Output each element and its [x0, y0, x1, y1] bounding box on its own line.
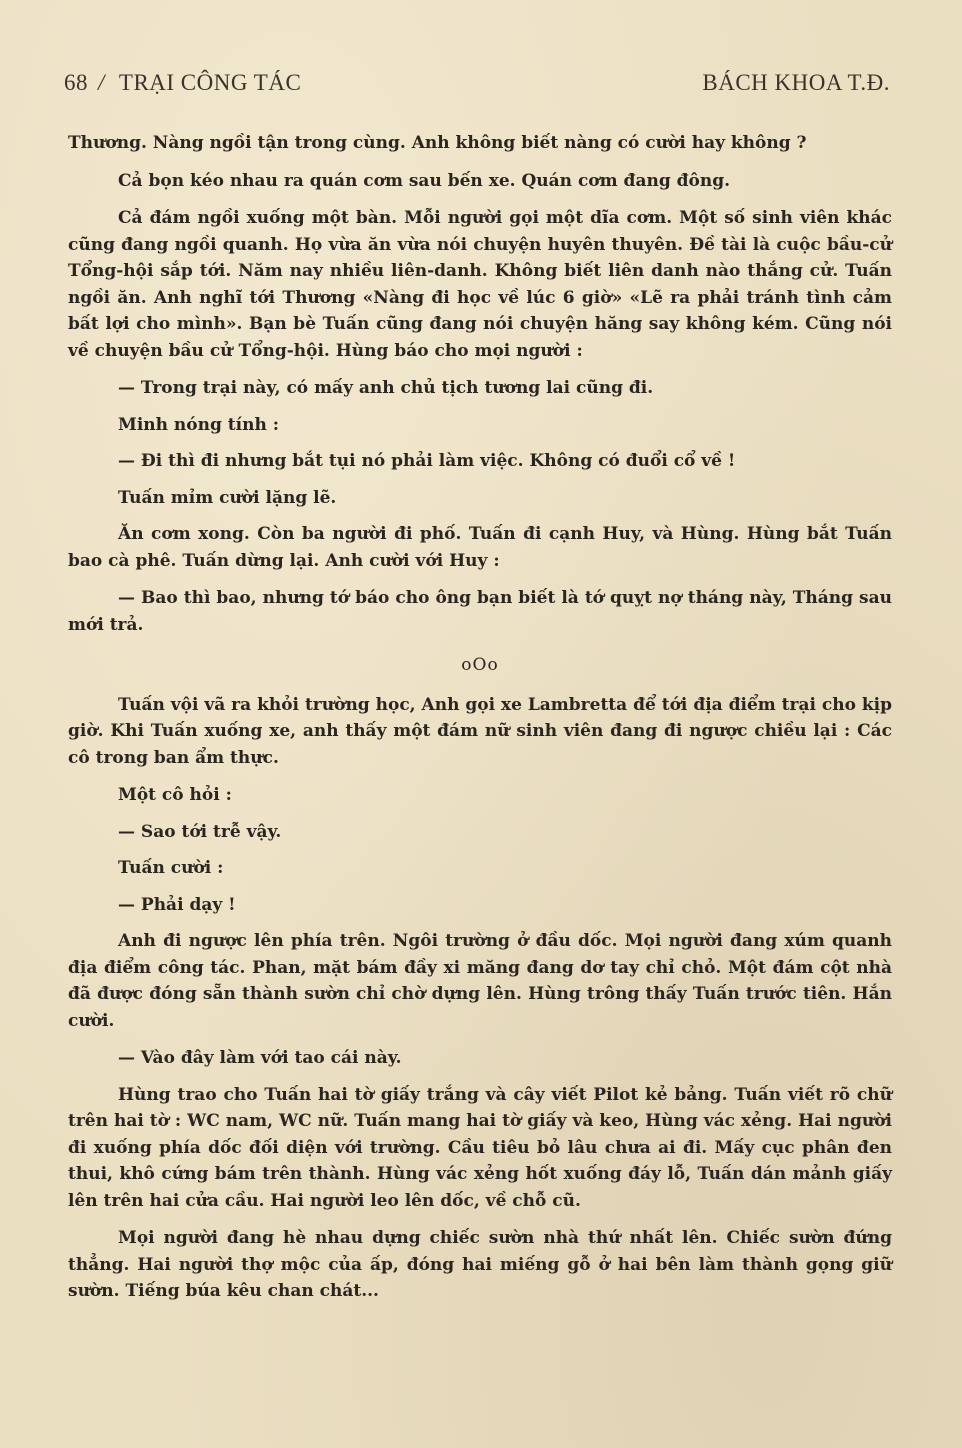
paragraph: Một cô hỏi :	[118, 785, 232, 805]
paragraph: Anh đi ngược lên phía trên. Ngôi trường ở đầu dốc. Mọi người đang xúm quanh địa điểm công tác. Phan, mặt bám đầy xi măng đang dơ tay chỉ chỏ. Một đám cột nhà đã được đóng sẵn thành sườn chỉ chờ dựng lên. Hùng trông thấy Tuấn trước tiên. Hắn cười.	[68, 931, 892, 1031]
paragraph: Hùng trao cho Tuấn hai tờ giấy trắng và cây viết Pilot kẻ bảng. Tuấn viết rõ chữ trên hai tờ : WC nam, WC nữ. Tuấn mang hai tờ giấy và keo, Hùng vác xẻng. Hai người đi xuống phía dốc đối diện với trường. Cầu tiêu bỏ lâu chưa ai đi. Mấy cục phân đen thui, khô cứng bám trên thành. Hùng vác xẻng hốt xuống đáy lỗ, Tuấn dán mảnh giấy lên trên hai cửa cầu. Hai người leo lên dốc, về chỗ cũ.	[68, 1084, 892, 1211]
dialog-line: — Trong trại này, có mấy anh chủ tịch tương lai cũng đi.	[118, 378, 654, 398]
dialog-line: — Phải dạy !	[118, 894, 236, 915]
dialog-line: — Vào đây làm với tao cái này.	[118, 1048, 402, 1068]
article-body	[68, 130, 892, 1316]
publication-name: BÁCH KHOA T.Đ.	[702, 70, 890, 95]
section-divider: oOo	[461, 655, 499, 675]
dialog-line: — Đi thì đi nhưng bắt tụi nó phải làm việc. Không có đuổi cổ về !	[118, 451, 736, 471]
page-number: 68	[64, 70, 88, 95]
header-left	[64, 70, 301, 96]
dialog-line: — Sao tới trễ vậy.	[118, 821, 282, 842]
section-title: TRẠI CÔNG TÁC	[118, 70, 302, 95]
paragraph: Ăn cơm xong. Còn ba người đi phố. Tuấn đi cạnh Huy, và Hùng. Hùng bắt Tuấn bao cà phê. Tuấn dừng lại. Anh cười với Huy :	[68, 524, 892, 571]
page-header	[64, 70, 890, 106]
paragraph: Tuấn cười :	[118, 858, 224, 878]
paragraph: Mọi người đang hè nhau dựng chiếc sườn nhà thứ nhất lên. Chiếc sườn đứng thẳng. Hai người thợ mộc của ấp, đóng hai miếng gỗ ở hai bên làm thành gọng giữ sườn. Tiếng búa kêu chan chát...	[68, 1228, 892, 1301]
paragraph: Tuấn vội vã ra khỏi trường học, Anh gọi xe Lambretta để tới địa điểm trại cho kịp giờ. Khi Tuấn xuống xe, anh thấy một đám nữ sinh viên đang đi ngược chiều lại : Các cô trong ban ẩm thực.	[68, 694, 892, 768]
paragraph: Tuấn mỉm cười lặng lẽ.	[118, 487, 337, 508]
dialog-line: — Bao thì bao, nhưng tớ báo cho ông bạn biết là tớ quỵt nợ tháng này, Tháng sau mới trả.	[68, 588, 892, 635]
header-separator: /	[98, 70, 105, 95]
paragraph: Cả đám ngồi xuống một bàn. Mỗi người gọi một dĩa cơm. Một số sinh viên khác cũng đang ngồi quanh. Họ vừa ăn vừa nói chuyện huyên thuyên. Đề tài là cuộc bầu-cử Tổng-hội sắp tới. Năm nay nhiều liên-danh. Không biết liên danh nào thắng cử. Tuấn ngồi ăn. Anh nghĩ tới Thương «Nàng đi học về lúc 6 giờ» «Lẽ ra phải tránh tình cảm bất lợi cho mình». Bạn bè Tuấn cũng đang nói chuyện hăng say không kém. Cũng nói về chuyện bầu cử Tổng-hội. Hùng báo cho mọi người :	[68, 208, 892, 361]
paragraph: Minh nóng tính :	[118, 414, 280, 435]
paragraph: Thương. Nàng ngồi tận trong cùng. Anh không biết nàng có cười hay không ?	[68, 133, 807, 153]
paragraph: Cả bọn kéo nhau ra quán cơm sau bến xe. Quán cơm đang đông.	[118, 170, 731, 191]
